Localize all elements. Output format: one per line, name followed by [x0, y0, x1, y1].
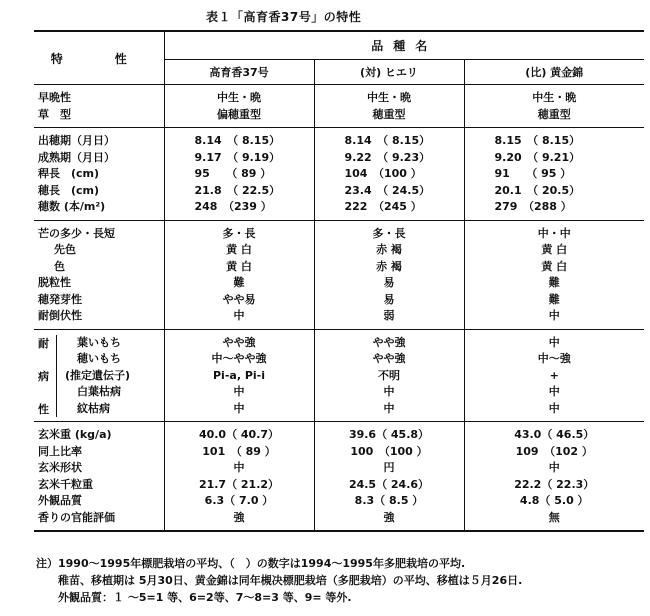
header-characteristic: 特 性 [34, 31, 164, 85]
row-label: 香りの官能評価 [38, 510, 115, 524]
cell: やや強 [372, 335, 406, 349]
cell: 8.14 （ 8.15） [194, 134, 281, 147]
row-label: 出穂期（月日） [38, 134, 115, 147]
cell: 21.7（ 21.2） [198, 477, 280, 491]
cell: 偏穂重型 [217, 107, 261, 121]
cell: 黄 白 [226, 243, 252, 256]
row-label: 穂いもち [77, 352, 121, 365]
row-label: 外観品質 [38, 494, 82, 507]
cell: 不明 [378, 368, 400, 382]
cell: 4.8（ 5.0 ） [519, 494, 589, 507]
header-variety-1: 高育香37号 [164, 60, 314, 85]
cell: 穂重型 [537, 107, 571, 121]
side-label: 性 [38, 402, 49, 416]
cell: 中～やや強 [211, 352, 267, 365]
cell: + [549, 368, 559, 382]
cell: 9.17 （ 9.19） [194, 150, 281, 164]
cell: 100 （100 ） [350, 444, 428, 458]
cell: 中 [383, 385, 395, 398]
cell: 中 [548, 385, 560, 398]
row-label: 同上比率 [38, 444, 82, 458]
header-variety-3: (比) 黄金錦 [464, 60, 644, 85]
row-label: 耐倒伏性 [38, 309, 82, 322]
row-label: 草 型 [38, 107, 71, 121]
row-label: 穂発芽性 [38, 292, 82, 306]
row-label: 玄米重 (kg/a) [38, 428, 112, 441]
cell: 黄 白 [541, 259, 568, 273]
cell: 中 [548, 461, 560, 474]
table-group-awn [34, 220, 644, 329]
cell: 222 （245 ） [344, 200, 422, 213]
note-line: 外観品質：１ ～5=1 等、6=2等、7～8=3 等、9= 等外. [36, 591, 352, 604]
cell: 中 [233, 461, 245, 474]
row-label: 穂長 (cm) [38, 183, 100, 197]
table-notes [36, 555, 522, 606]
table-group-heading [34, 128, 644, 221]
cell: やや易 [222, 292, 256, 306]
row-label: 早晩性 [38, 91, 71, 104]
note-line: 注）1990～1995年標肥栽培の平均、（ ）の数字は1994～1995年多肥栽培の平均. [36, 557, 466, 570]
cell: 43.0（ 46.5） [514, 428, 595, 441]
cell: 中・中 [537, 226, 571, 240]
cell: 難 [548, 276, 560, 289]
cell: 39.6（ 45.8） [348, 428, 430, 441]
cell: 22.2（ 22.3） [514, 477, 595, 491]
row-label: 色 [54, 259, 65, 273]
cell: 中 [383, 401, 395, 415]
row-label: 白葉枯病 [77, 385, 121, 398]
table-group-maturity [34, 85, 644, 128]
table-group-grain [34, 422, 644, 532]
row-label: 脱粒性 [38, 276, 71, 289]
table-group-disease-resistance [34, 329, 644, 422]
cell: 中 [233, 401, 245, 415]
cell: 95 （ 89 ） [194, 167, 272, 180]
cell: 中 [548, 309, 560, 322]
row-label: 成熟期（月日） [38, 150, 115, 164]
characteristics-table [34, 30, 644, 532]
cell: 強 [383, 510, 395, 524]
cell: 23.4 （ 24.5） [344, 183, 431, 197]
cell: 91 （ 95 ） [494, 167, 572, 180]
side-label: 耐 [38, 336, 49, 350]
cell: 無 [548, 510, 560, 524]
row-label: 先色 [54, 243, 76, 256]
cell: やや強 [372, 352, 406, 365]
cell: 248 （239 ） [194, 200, 272, 213]
cell: 強 [233, 510, 245, 524]
header-variety-group: 品種名 [164, 31, 644, 60]
cell: 24.5（ 24.6） [348, 477, 430, 491]
cell: 中 [233, 385, 245, 398]
cell: 8.14 （ 8.15） [344, 134, 431, 147]
cell: 21.8 （ 22.5） [194, 183, 281, 197]
cell: 赤 褐 [376, 243, 402, 256]
cell: 6.3（ 7.0 ） [204, 494, 274, 507]
cell: 円 [383, 461, 395, 474]
table-title: 表１「高育香37号」の特性 [206, 10, 362, 24]
cell: 104 （100 ） [344, 167, 422, 180]
cell: 9.20 （ 9.21） [494, 150, 581, 164]
row-label: 稈長 (cm) [38, 167, 100, 180]
row-label: 芒の多少・長短 [38, 226, 115, 240]
cell: 中～強 [537, 352, 571, 365]
cell: 中 [233, 309, 245, 322]
cell: 中 [548, 335, 560, 349]
cell: 穂重型 [372, 107, 406, 121]
cell: 40.0（ 40.7） [198, 428, 280, 441]
cell: 9.22 （ 9.23） [344, 150, 431, 164]
cell: 中生・晩 [217, 91, 261, 104]
cell: 黄 白 [541, 243, 568, 256]
cell: 易 [383, 292, 395, 306]
row-label: 玄米千粒重 [38, 477, 93, 491]
side-label: 病 [38, 369, 49, 383]
cell: 中生・晩 [367, 91, 411, 104]
cell: 黄 白 [226, 259, 252, 273]
row-label: 葉いもち [77, 335, 121, 349]
cell: やや強 [222, 335, 256, 349]
row-label: 玄米形状 [38, 461, 82, 474]
cell: 8.15 （ 8.15） [494, 134, 581, 147]
cell: 弱 [383, 309, 395, 322]
header-variety-2: (対) ヒエリ [314, 60, 464, 85]
cell: Pi-a, Pi-i [213, 368, 265, 382]
cell: 多・長 [372, 226, 406, 240]
cell: 易 [383, 276, 395, 289]
cell: 中 [548, 401, 560, 415]
row-label: 穂数 (本/m²) [38, 200, 106, 213]
note-line: 稚苗、移植期は 5月30日、黄金錦は同年槻决標肥栽培（多肥栽培）の平均、移植は５月26日. [36, 574, 523, 587]
row-label: 紋枯病 [77, 401, 110, 415]
cell: 多・長 [222, 226, 256, 240]
cell: 20.1 （ 20.5） [494, 183, 581, 197]
row-label: (推定遺伝子) [65, 368, 131, 382]
cell: 中生・晩 [532, 91, 577, 104]
cell: 8.3（ 8.5 ） [354, 494, 424, 507]
cell: 279 （288 ） [494, 200, 572, 213]
cell: 101 （ 89 ） [202, 444, 276, 458]
cell: 難 [233, 276, 245, 289]
cell: 難 [548, 292, 560, 306]
cell: 赤 褐 [376, 259, 402, 273]
cell: 109 （102 ） [515, 444, 593, 458]
